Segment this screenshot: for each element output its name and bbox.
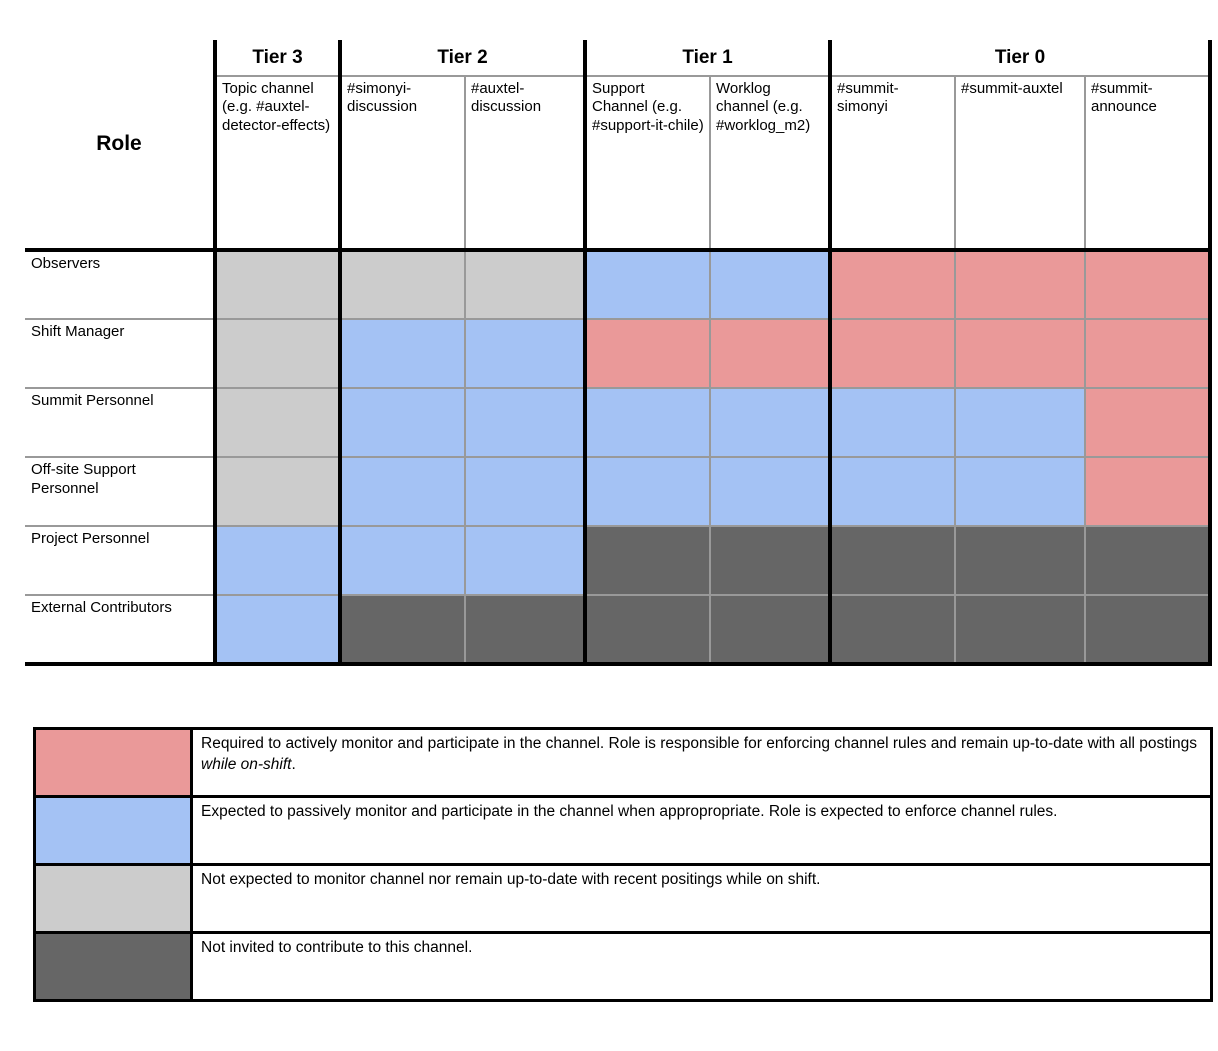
matrix-cell: [1085, 250, 1210, 319]
legend-text: Expected to passively monitor and participate in the channel when appropropriate. Role is expected to enforce channel rules.: [192, 797, 1212, 865]
channel-header-summit-announce: #summit-announce: [1085, 76, 1210, 250]
channel-header-summit-auxtel: #summit-auxtel: [955, 76, 1085, 250]
legend-text: Not invited to contribute to this channel.: [192, 933, 1212, 1001]
matrix-cell: [955, 457, 1085, 526]
table-row-external-contributors: [25, 595, 1210, 664]
matrix-cell: [710, 595, 830, 664]
table-row-shift-manager: [25, 319, 1210, 388]
matrix-cell: [1085, 319, 1210, 388]
matrix-cell: [465, 388, 585, 457]
legend-row-not-invited: [35, 933, 1212, 1001]
matrix-cell: [585, 526, 710, 595]
matrix-cell: [710, 250, 830, 319]
matrix-cell: [340, 526, 465, 595]
matrix-cell: [465, 250, 585, 319]
legend-swatch-dark: [35, 933, 192, 1001]
channel-header-auxtel-discussion: #auxtel-discussion: [465, 76, 585, 250]
matrix-cell: [340, 388, 465, 457]
matrix-cell: [710, 457, 830, 526]
matrix-cell: [1085, 595, 1210, 664]
matrix-cell: [1085, 388, 1210, 457]
matrix-cell: [585, 319, 710, 388]
role-label: Off-site Support Personnel: [25, 457, 215, 526]
matrix-cell: [585, 595, 710, 664]
matrix-cell: [955, 250, 1085, 319]
matrix-cell: [830, 319, 955, 388]
matrix-cell: [1085, 526, 1210, 595]
matrix-cell: [585, 457, 710, 526]
tier-2-header: Tier 2: [340, 40, 585, 76]
legend-text-part: .: [291, 755, 296, 773]
legend-swatch-gray: [35, 865, 192, 933]
matrix-cell: [830, 250, 955, 319]
matrix-cell: [830, 595, 955, 664]
channel-header-summit-simonyi: #summit-simonyi: [830, 76, 955, 250]
legend-text: [192, 729, 1212, 797]
matrix-cell: [340, 595, 465, 664]
matrix-cell: [585, 388, 710, 457]
legend-row-expected: [35, 797, 1212, 865]
matrix-cell: [215, 526, 340, 595]
matrix-cell: [215, 250, 340, 319]
channel-header-support: Support Channel (e.g. #support-it-chile): [585, 76, 710, 250]
matrix-cell: [340, 319, 465, 388]
table-row-offsite-support: [25, 457, 1210, 526]
role-label: Summit Personnel: [25, 388, 215, 457]
table-row-summit-personnel: [25, 388, 1210, 457]
matrix-cell: [710, 388, 830, 457]
tier-header-row: [25, 40, 1210, 76]
channel-header-worklog: Worklog channel (e.g. #worklog_m2): [710, 76, 830, 250]
matrix-cell: [465, 319, 585, 388]
legend-row-required: [35, 729, 1212, 797]
legend-text-part: Required to actively monitor and participate in the channel. Role is responsible for enforcing channel rules and remain up-to-date with all postings: [201, 735, 1198, 752]
role-label: Observers: [25, 250, 215, 319]
channel-header-topic: Topic channel (e.g. #auxtel-detector-effects): [215, 76, 340, 250]
legend-swatch-blue: [35, 797, 192, 865]
matrix-cell: [955, 526, 1085, 595]
matrix-cell: [465, 457, 585, 526]
role-label: Shift Manager: [25, 319, 215, 388]
role-column-header: Role: [25, 40, 215, 250]
channel-role-matrix: [25, 40, 1212, 666]
matrix-cell: [710, 319, 830, 388]
matrix-cell: [215, 457, 340, 526]
table-row-project-personnel: [25, 526, 1210, 595]
table-row-observers: [25, 250, 1210, 319]
matrix-cell: [955, 388, 1085, 457]
matrix-cell: [830, 526, 955, 595]
matrix-cell: [215, 595, 340, 664]
matrix-cell: [955, 595, 1085, 664]
matrix-cell: [465, 526, 585, 595]
legend-row-not-expected: [35, 865, 1212, 933]
role-label: Project Personnel: [25, 526, 215, 595]
legend-text-italic: while on-shift: [201, 755, 292, 773]
matrix-cell: [710, 526, 830, 595]
role-label: External Contributors: [25, 595, 215, 664]
matrix-cell: [215, 388, 340, 457]
matrix-cell: [465, 595, 585, 664]
channel-header-simonyi-discussion: #simonyi-discussion: [340, 76, 465, 250]
tier-0-header: Tier 0: [830, 40, 1210, 76]
matrix-cell: [215, 319, 340, 388]
matrix-cell: [340, 250, 465, 319]
matrix-cell: [830, 388, 955, 457]
matrix-cell: [830, 457, 955, 526]
color-legend: [33, 727, 1213, 1002]
tier-1-header: Tier 1: [585, 40, 830, 76]
matrix-cell: [340, 457, 465, 526]
legend-swatch-red: [35, 729, 192, 797]
legend-text: Not expected to monitor channel nor remain up-to-date with recent positings while on shift.: [192, 865, 1212, 933]
matrix-cell: [955, 319, 1085, 388]
tier-3-header: Tier 3: [215, 40, 340, 76]
matrix-cell: [1085, 457, 1210, 526]
matrix-cell: [585, 250, 710, 319]
